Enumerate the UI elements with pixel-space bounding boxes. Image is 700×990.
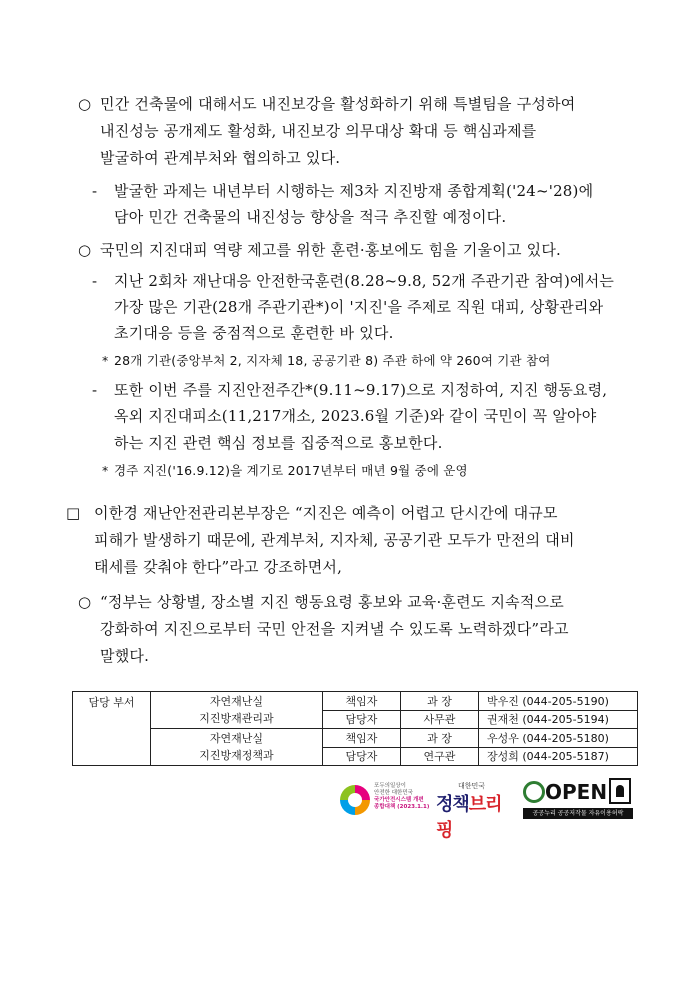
text-line: 옥외 지진대피소(11,217개소, 2023.6월 기준)와 같이 국민이 꼭 알아야 (114, 407, 597, 425)
text-line: ○ 국민의 지진대피 역량 제고를 위한 훈련·홍보에도 힘을 기울이고 있다. (78, 241, 562, 259)
open-ring-icon (523, 781, 545, 803)
text-line: - 또한 이번 주를 지진안전주간*(9.11~9.17)으로 지정하여, 지진 행동요령, (92, 381, 608, 399)
dept-header: 담당 부서 (73, 692, 151, 766)
text-line: 피해가 발생하기 때문에, 관계부처, 지자체, 공공기관 모두가 만전의 대비 (94, 531, 575, 549)
table-row (73, 729, 638, 748)
contact-cell: 권재천 (044-205-5194) (479, 710, 638, 729)
contact-table (72, 691, 638, 766)
role-cell: 담당자 (323, 747, 401, 766)
dept-name: 자연재난실 지진방재관리과 (151, 692, 323, 729)
title-cell: 연구관 (401, 747, 479, 766)
title-cell: 사무관 (401, 710, 479, 729)
license-type-icon (609, 778, 631, 804)
campaign-emblem-icon (340, 785, 370, 815)
role-cell: 담당자 (323, 710, 401, 729)
dept-name: 자연재난실 지진방재정책과 (151, 729, 323, 766)
contact-cell: 박우진 (044-205-5190) (479, 692, 638, 711)
text-line: □ 이한경 재난안전관리본부장은 “지진은 예측이 어렵고 단시간에 대규모 (66, 504, 558, 522)
text-line: - 지난 2회차 재난대응 안전한국훈련(8.28~9.8, 52개 주관기관 참여)에서는 (92, 272, 615, 290)
footnote: * 28개 기관(중앙부처 2, 지자체 18, 공공기관 8) 주관 하에 약 260여 기관 참여 (102, 353, 551, 368)
title-cell: 과 장 (401, 692, 479, 711)
text-line: ○ 민간 건축물에 대해서도 내진보강을 활성화하기 위해 특별팀을 구성하여 (78, 95, 576, 113)
text-line: ○ “정부는 상황별, 장소별 지진 행동요령 홍보와 교육·훈련도 지속적으로 (78, 593, 564, 611)
text-line: - 발굴한 과제는 내년부터 시행하는 제3차 지진방재 종합계획('24~'28)에 (92, 182, 594, 200)
open-license-logo: OPEN 공공누리 공공저작물 자유이용허락 (523, 775, 633, 825)
role-cell: 책임자 (323, 692, 401, 711)
text-line: 말했다. (100, 647, 150, 665)
text-line: 하는 지진 관련 핵심 정보를 집중적으로 홍보한다. (114, 434, 443, 452)
text-line: 내진성능 공개제도 활성화, 내진보강 의무대상 확대 등 핵심과제를 (100, 122, 537, 140)
campaign-logo: 포두의일상이 안전한 대한민국 국가안전시스템 개편 종합대책 (2023.1.1) (338, 775, 428, 825)
contact-cell: 장성희 (044-205-5187) (479, 747, 638, 766)
text-line: 가장 많은 기관(28개 주관기관*)이 '지진'을 주제로 직원 대피, 상황관리와 (114, 298, 604, 316)
contact-cell: 우성우 (044-205-5180) (479, 729, 638, 748)
role-cell: 책임자 (323, 729, 401, 748)
text-line: 초기대응 등을 중점적으로 훈련한 바 있다. (114, 324, 394, 342)
policy-briefing-logo: 대한민국 정책브리핑 (436, 782, 502, 841)
text-line: 태세를 갖춰야 한다”라고 강조하면서, (94, 558, 343, 576)
text-line: 담아 민간 건축물의 내진성능 향상을 적극 추진할 예정이다. (114, 208, 507, 226)
text-line: 발굴하여 관계부처와 협의하고 있다. (100, 149, 341, 167)
footnote: * 경주 지진('16.9.12)을 계기로 2017년부터 매년 9월 중에 운영 (102, 463, 468, 478)
table-row (73, 692, 638, 711)
text-line: 강화하여 지진으로부터 국민 안전을 지켜낼 수 있도록 노력하겠다”라고 (100, 620, 569, 638)
title-cell: 과 장 (401, 729, 479, 748)
